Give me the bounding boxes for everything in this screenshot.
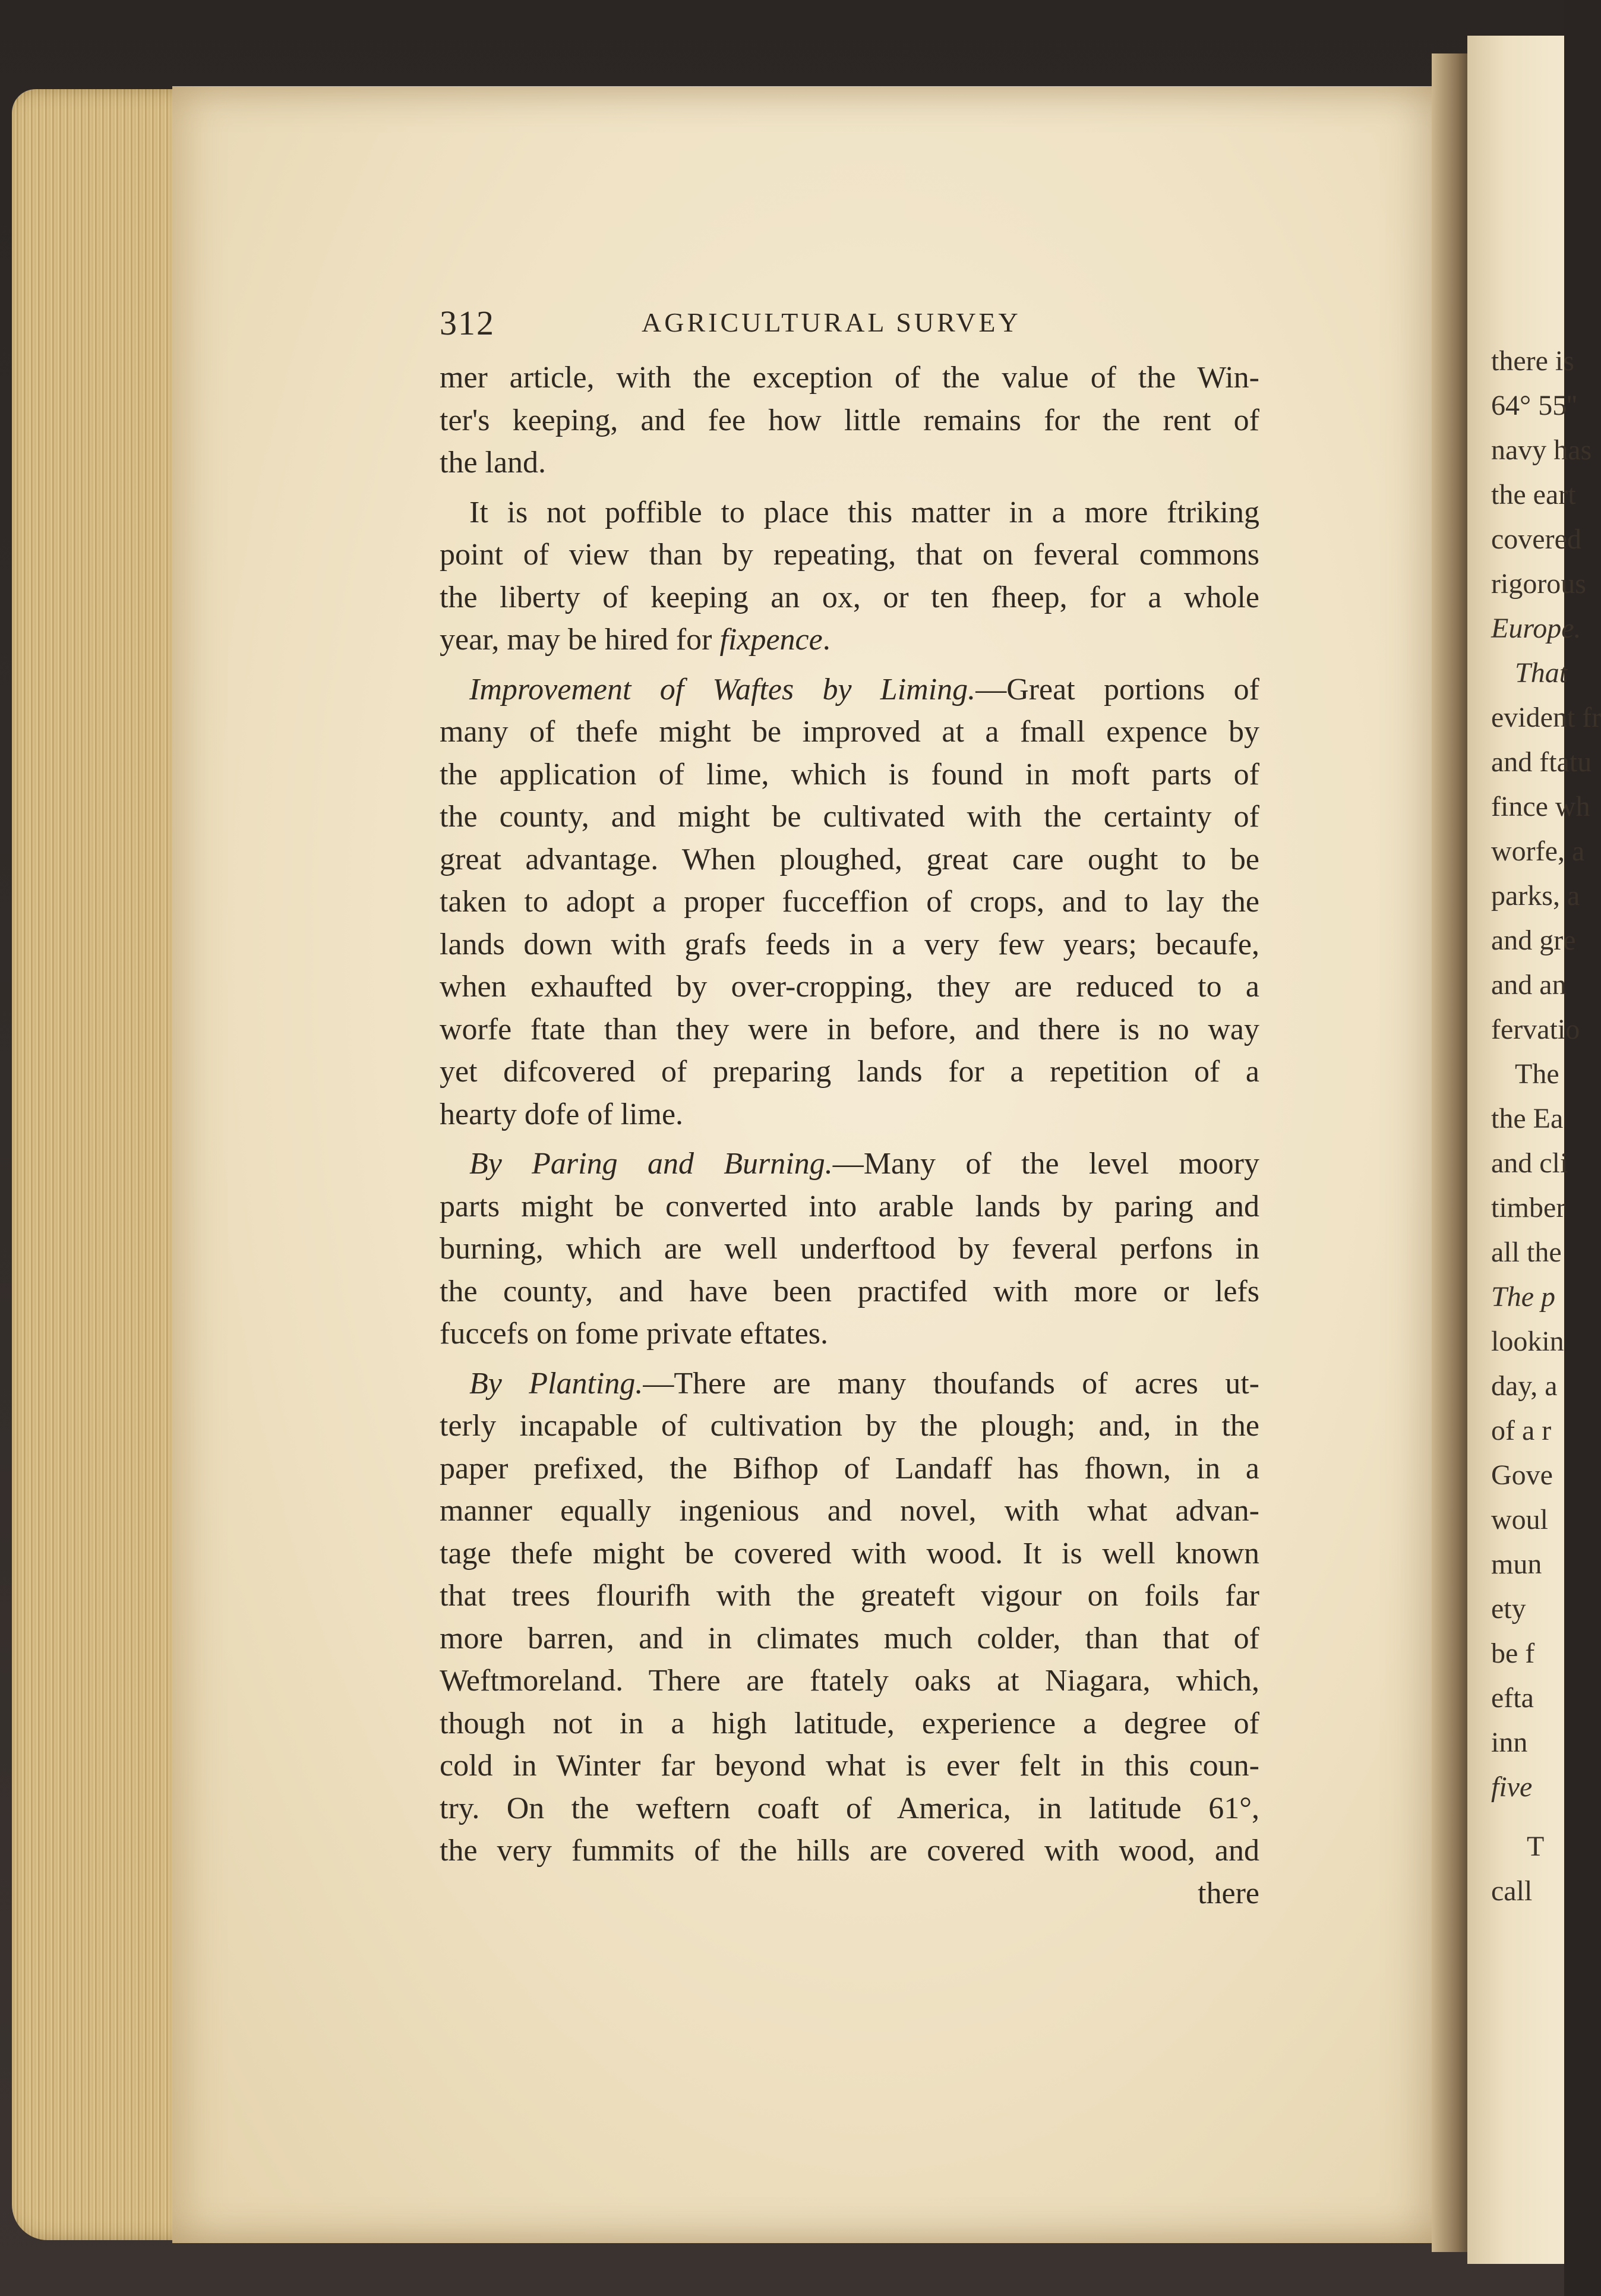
text-line: taken to adopt a proper fucceffion of crops, and to lay the (440, 885, 1259, 919)
text-line (440, 619, 1259, 661)
text-line: lands down with grafs feeds in a very few years; becaufe, (440, 927, 1259, 961)
running-head (440, 291, 1259, 357)
text-run: . (822, 623, 831, 657)
right-page-fragment: the Ea (1491, 1103, 1564, 1134)
text-line: ter's keeping, and fee how little remains for the rent of (440, 403, 1259, 437)
running-title: AGRICULTURAL SURVEY (642, 307, 1021, 338)
section-heading-waftes: Improvement of Waftes by Liming. (469, 672, 976, 707)
text-line: tage thefe might be covered with wood. It is well known (440, 1536, 1259, 1570)
right-page-fragment: worfe, a (1491, 835, 1585, 867)
text-line: It is not poffible to place this matter in a more ftriking (469, 495, 1259, 529)
right-page-fragment: of a r (1491, 1415, 1552, 1446)
right-page-fragment: the eart (1491, 479, 1576, 510)
right-page-fragment: and cli (1491, 1147, 1568, 1179)
text-line: the application of lime, which is found in moft parts of (440, 757, 1259, 791)
text-line: Weftmoreland. There are ftately oaks at Niagara, which, (440, 1664, 1259, 1698)
text-line: fuccefs on fome private eftates. (440, 1317, 829, 1351)
right-page-fragment: fervatio (1491, 1014, 1580, 1045)
right-page-fragment: fince wh (1491, 791, 1590, 822)
text-line: try. On the weftern coaft of America, in latitude 61°, (440, 1791, 1259, 1825)
right-page-fragment: The p (1491, 1281, 1555, 1313)
section-heading-planting: By Planting. (469, 1366, 643, 1401)
text-run: —Many of the level moory (832, 1147, 1259, 1181)
text-line: burning, which are well underftood by feveral perfons in (440, 1232, 1259, 1266)
right-page-fragment: ety (1491, 1593, 1526, 1625)
text-line (440, 1143, 1259, 1185)
text-line: the liberty of keeping an ox, or ten fheep, for a whole (440, 580, 1259, 614)
text-line: though not in a high latitude, experience a degree of (440, 1706, 1259, 1740)
text-line: hearty dofe of lime. (440, 1097, 684, 1131)
right-page-fragment: lookin (1491, 1326, 1564, 1357)
right-page-fragment: timber (1491, 1192, 1566, 1223)
page-number: 312 (440, 304, 495, 342)
italic-word: fixpence (719, 623, 823, 657)
right-page-fragment: five (1491, 1771, 1533, 1803)
right-page-fragment: T (1527, 1831, 1545, 1862)
section-heading-paring: By Paring and Burning. (469, 1147, 833, 1181)
text-line: more barren, and in climates much colder, than that of (440, 1621, 1259, 1655)
right-page-fragment: That (1515, 657, 1568, 689)
text-line: yet difcovered of preparing lands for a repetition of a (440, 1055, 1259, 1089)
text-line (440, 668, 1259, 711)
text-line: great advantage. When ploughed, great care ought to be (440, 842, 1259, 876)
right-page-fragment: and gre (1491, 925, 1576, 956)
right-page-fragment: all the (1491, 1237, 1562, 1268)
right-page-fragment: rigorous (1491, 568, 1586, 600)
right-page-fragment: parks, a (1491, 880, 1580, 912)
text-line: the county, and have been practifed with more or lefs (440, 1274, 1259, 1308)
text-line: worfe ftate than they were in before, and there is no way (440, 1012, 1259, 1046)
right-page-fragment: day, a (1491, 1370, 1558, 1402)
text-line: the county, and might be cultivated with the certainty of (440, 800, 1259, 834)
text-line: the very fummits of the hills are covered with wood, and (440, 1834, 1259, 1868)
right-page-fragment: and an (1491, 969, 1567, 1001)
right-page-fragment: woul (1491, 1504, 1548, 1535)
text-line: paper prefixed, the Bifhop of Landaff has fhown, in a (440, 1451, 1259, 1486)
text-line: that trees flourifh with the greateft vigour on foils far (440, 1579, 1259, 1613)
text-line: when exhaufted by over-cropping, they are reduced to a (440, 970, 1259, 1004)
right-page-fragment: inn (1491, 1727, 1528, 1758)
text-line (440, 1363, 1259, 1405)
right-page-fragment: navy has (1491, 434, 1592, 466)
text-run: —Great portions of (975, 672, 1259, 707)
right-page-fragment: be f (1491, 1638, 1535, 1669)
right-page-fragment: evident fr (1491, 702, 1601, 733)
right-page-fragment: covered (1491, 523, 1581, 555)
text-line: cold in Winter far beyond what is ever felt in this coun- (440, 1749, 1259, 1783)
right-page-fragment: mun (1491, 1548, 1542, 1580)
right-page-fragment: call (1491, 1875, 1533, 1907)
right-page-fragment: The (1515, 1058, 1559, 1090)
text-line: manner equally ingenious and novel, with what advan- (440, 1494, 1259, 1528)
text-line: parts might be converted into arable lands by paring and (440, 1189, 1259, 1223)
text-line: many of thefe might be improved at a fmall expence by (440, 715, 1259, 749)
right-page (1467, 36, 1601, 2264)
text-run: year, may be hired for (440, 623, 720, 657)
text-line: the land. (440, 446, 547, 480)
page-text (440, 291, 1259, 1915)
catchword: there (1198, 1876, 1259, 1910)
right-page-fragment: efta (1491, 1682, 1534, 1714)
right-page-fragment: Europe. (1491, 613, 1581, 644)
right-page-fragment: Gove (1491, 1459, 1553, 1491)
text-run: —There are many thoufands of acres ut- (643, 1366, 1259, 1401)
text-line: point of view than by repeating, that on feveral commons (440, 538, 1259, 572)
right-page-fragment: there is (1491, 345, 1574, 377)
right-page-fragment: and ftatu (1491, 746, 1592, 778)
right-page-fragment: 64° 55'' (1491, 390, 1577, 421)
text-line: mer article, with the exception of the value of the Win- (440, 361, 1259, 395)
text-line: terly incapable of cultivation by the plough; and, in the (440, 1409, 1259, 1443)
